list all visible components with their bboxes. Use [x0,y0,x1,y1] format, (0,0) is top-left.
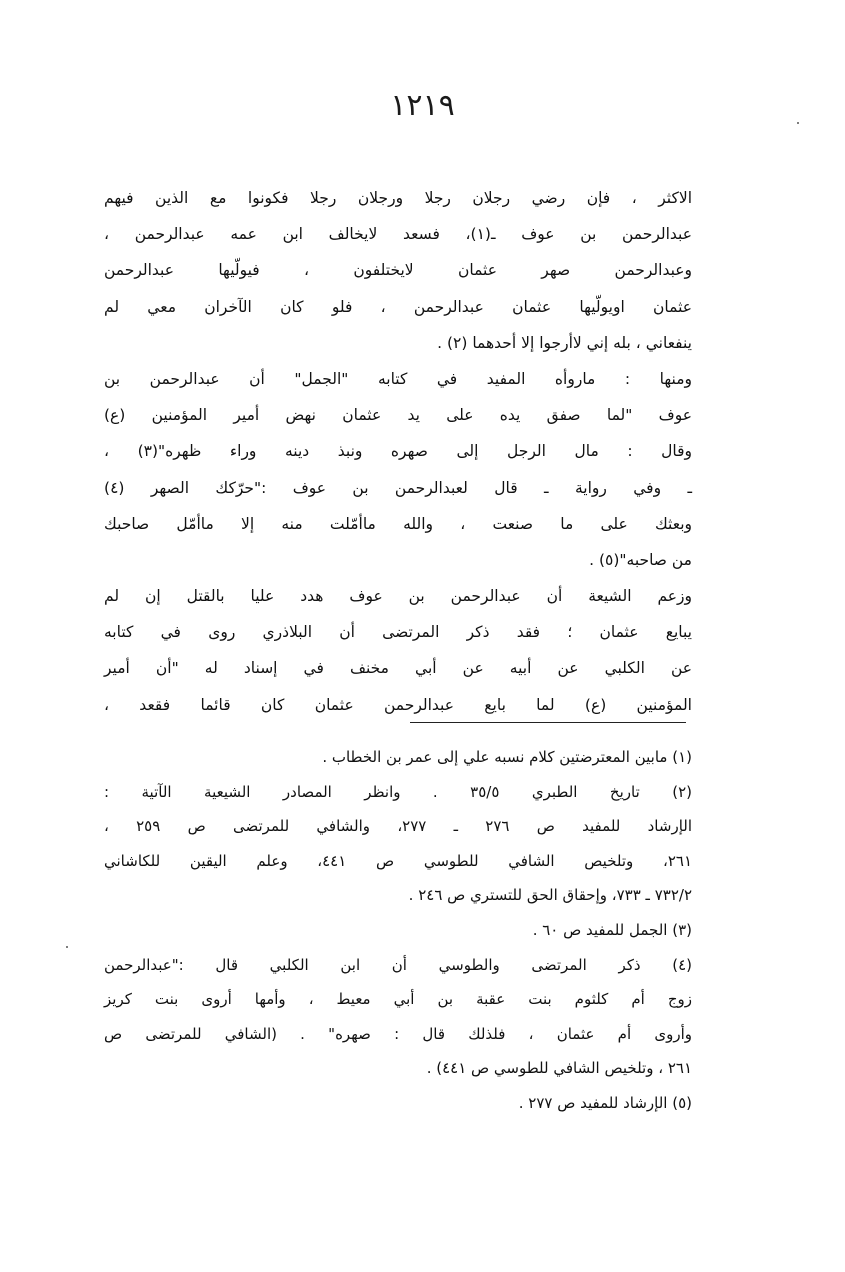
body-text [104,180,692,723]
footnotes [104,740,692,1121]
body-line: وقال : مال الرجل إلى صهره ونبذ دينه وراء ظهره"(٣) ، [104,442,692,461]
footnote-line: الإرشاد للمفيد ص ٢٧٦ ـ ٢٧٧، والشافي للمرتضى ص ٢٥٩ ، [104,817,693,836]
page-number: ١٢١٩ [390,88,455,123]
body-line: عوف "لما صفق يده على يد عثمان نهض أمير المؤمنين (ع) [104,406,692,425]
body-line: ومنها : ماروأه المفيد في كتابه "الجمل" أن عبدالرحمن بن [104,369,692,388]
body-line: يبايع عثمان ؛ فقد ذكر المرتضى أن البلاذري روى في كتابه [104,623,692,642]
body-line: من صاحبه"(٥) . [589,550,692,569]
body-line: الاكثر ، فإن رضي رجلان رجلا ورجلان رجلا فكونوا مع الذين فيهم [104,189,692,207]
body-line: وزعم الشيعة أن عبدالرحمن بن عوف هدد عليا بالقتل إن لم [104,587,692,606]
body-line: المؤمنين (ع) لما بايع عبدالرحمن عثمان كان قائما فقعد ، [104,695,692,714]
body-line: وعبدالرحمن صهر عثمان لايختلفون ، فيولّيها عبدالرحمن [104,261,692,280]
body-line: وبعثك على ما صنعت ، والله ماأمّلت منه إلا ماأمّل صاحبك [104,514,692,533]
body-line: عن الكلبي عن أبيه عن أبي مخنف في إسناد له "أن أمير [104,659,692,678]
body-line: عبدالرحمن بن عوف ـ(١)، فسعد لايخالف ابن عمه عبدالرحمن ، [104,225,692,244]
body-line: ينفعاني ، بله إني لاأرجوا إلا أحدهما (٢) . [437,333,692,352]
scan-speck [66,946,68,948]
footnote-line: زوج أم كلثوم بنت عقبة بن أبي معيط ، وأمها أروى بنت كريز [104,990,692,1009]
footnote-separator [410,722,686,723]
footnote-line: (٤) ذكر المرتضى والطوسي أن ابن الكلبي قال :"عبدالرحمن [104,955,692,974]
footnote-line: وأروى أم عثمان ، فلذلك قال : صهره" . (الشافي للمرتضى ص [104,1024,692,1043]
scan-speck [797,122,799,124]
footnote-line: ٢٦١ ، وتلخيص الشافي للطوسي ص ٤٤١) . [426,1059,692,1078]
footnote-line: (١) مابين المعترضتين كلام نسبه علي إلى عمر بن الخطاب . [322,748,692,766]
footnote-line: (٥) الإرشاد للمفيد ص ٢٧٧ . [518,1093,692,1112]
body-line: ـ وفي رواية ـ قال لعبدالرحمن بن عوف :"حرّكك الصهر (٤) [104,478,692,497]
footnote-line: (٢) تاريخ الطبري ٣٥/٥ . وانظر المصادر الشيعية الآتية : [104,782,692,801]
footnote-line: (٣) الجمل للمفيد ص ٦٠ . [532,920,692,939]
footnote-line: ٧٣٢/٢ ـ ٧٣٣، وإحقاق الحق للتستري ص ٢٤٦ . [408,886,692,905]
body-line: عثمان اويولّيها عثمان عبدالرحمن ، فلو كان الآخران معي لم [104,297,692,316]
footnote-line: ٢٦١، وتلخيص الشافي للطوسي ص ٤٤١، وعلم اليقين للكاشاني [104,851,692,870]
